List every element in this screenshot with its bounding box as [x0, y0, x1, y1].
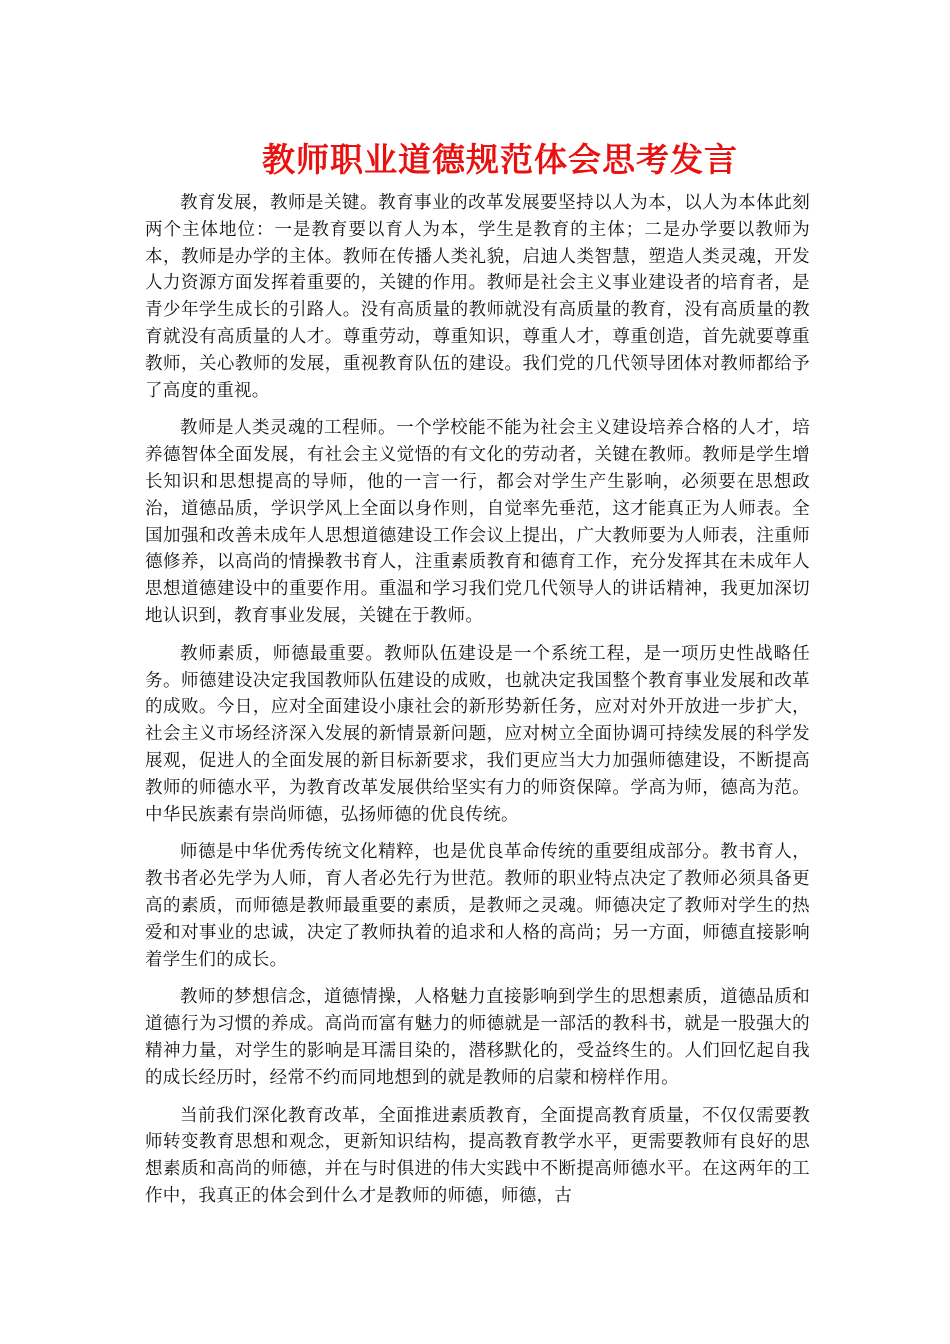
document-title: 教师职业道德规范体会思考发言	[262, 140, 738, 179]
paragraph-3: 教师素质，师德最重要。教师队伍建设是一个系统工程，是一项历史性战略任务。师德建设决定我国教师队伍建设的成败，也就决定我国整个教育事业发展和改革的成败。今日，应对全面建设小康社会的新形势新任务，应对对外开放进一步扩大，社会主义市场经济深入发展的新情景新问题，应对树立全面协调可持续发展的科学发展观，促进人的全面发展的新目标新要求，我们更应当大力加强师德建设，不断提高教师的师德水平，为教育改革发展供给坚实有力的师资保障。学高为师，德高为范。中华民族素有崇尚师德，弘扬师德的优良传统。	[145, 643, 810, 825]
paragraph-1: 教育发展，教师是关键。教育事业的改革发展要坚持以人为本，以人为本体此刻两个主体地位：一是教育要以育人为本，学生是教育的主体；二是办学要以教师为本，教师是办学的主体。教师在传播人类礼貌，启迪人类智慧，塑造人类灵魂，开发人力资源方面发挥着重要的，关键的作用。教师是社会主义事业建设者的培育者，是青少年学生成长的引路人。没有高质量的教师就没有高质量的教育，没有高质量的教育就没有高质量的人才。尊重劳动，尊重知识，尊重人才，尊重创造，首先就要尊重教师，关心教师的发展，重视教育队伍的建设。我们党的几代领导团体对教师都给予了高度的重视。	[145, 193, 810, 401]
paragraph-2: 教师是人类灵魂的工程师。一个学校能不能为社会主义建设培养合格的人才，培养德智体全面发展，有社会主义觉悟的有文化的劳动者，关键在教师。教师是学生增长知识和思想提高的导师，他的一言一行，都会对学生产生影响，必须要在思想政治，道德品质，学识学风上全面以身作则，自觉率先垂范，这才能真正为人师表。全国加强和改善未成年人思想道德建设工作会议上提出，广大教师要为人师表，注重师德修养，以高尚的情操教书育人，注重素质教育和德育工作，充分发挥其在未成年人思想道德建设中的重要作用。重温和学习我们党几代领导人的讲话精神，我更加深切地认识到，教育事业发展，关键在于教师。	[145, 418, 810, 626]
paragraph-6: 当前我们深化教育改革，全面推进素质教育，全面提高教育质量，不仅仅需要教师转变教育思想和观念，更新知识结构，提高教育教学水平，更需要教师有良好的思想素质和高尚的师德，并在与时俱进的伟大实践中不断提高师德水平。在这两年的工作中，我真正的体会到什么才是教师的师德，师德，古	[145, 1105, 810, 1206]
document-body	[145, 190, 810, 1221]
paragraph-4: 师德是中华优秀传统文化精粹，也是优良革命传统的重要组成部分。教书育人，教书者必先学为人师，育人者必先行为世范。教师的职业特点决定了教师必须具备更高的素质，而师德是教师最重要的素质，是教师之灵魂。师德决定了教师对学生的热爱和对事业的忠诚，决定了教师执着的追求和人格的高尚；另一方面，师德直接影响着学生们的成长。	[145, 842, 810, 970]
paragraph-5: 教师的梦想信念，道德情操，人格魅力直接影响到学生的思想素质，道德品质和道德行为习惯的养成。高尚而富有魅力的师德就是一部活的教科书，就是一股强大的精神力量，对学生的影响是耳濡目染的，潜移默化的，受益终生的。人们回忆起自我的成长经历时，经常不约而同地想到的就是教师的启蒙和榜样作用。	[145, 987, 810, 1088]
